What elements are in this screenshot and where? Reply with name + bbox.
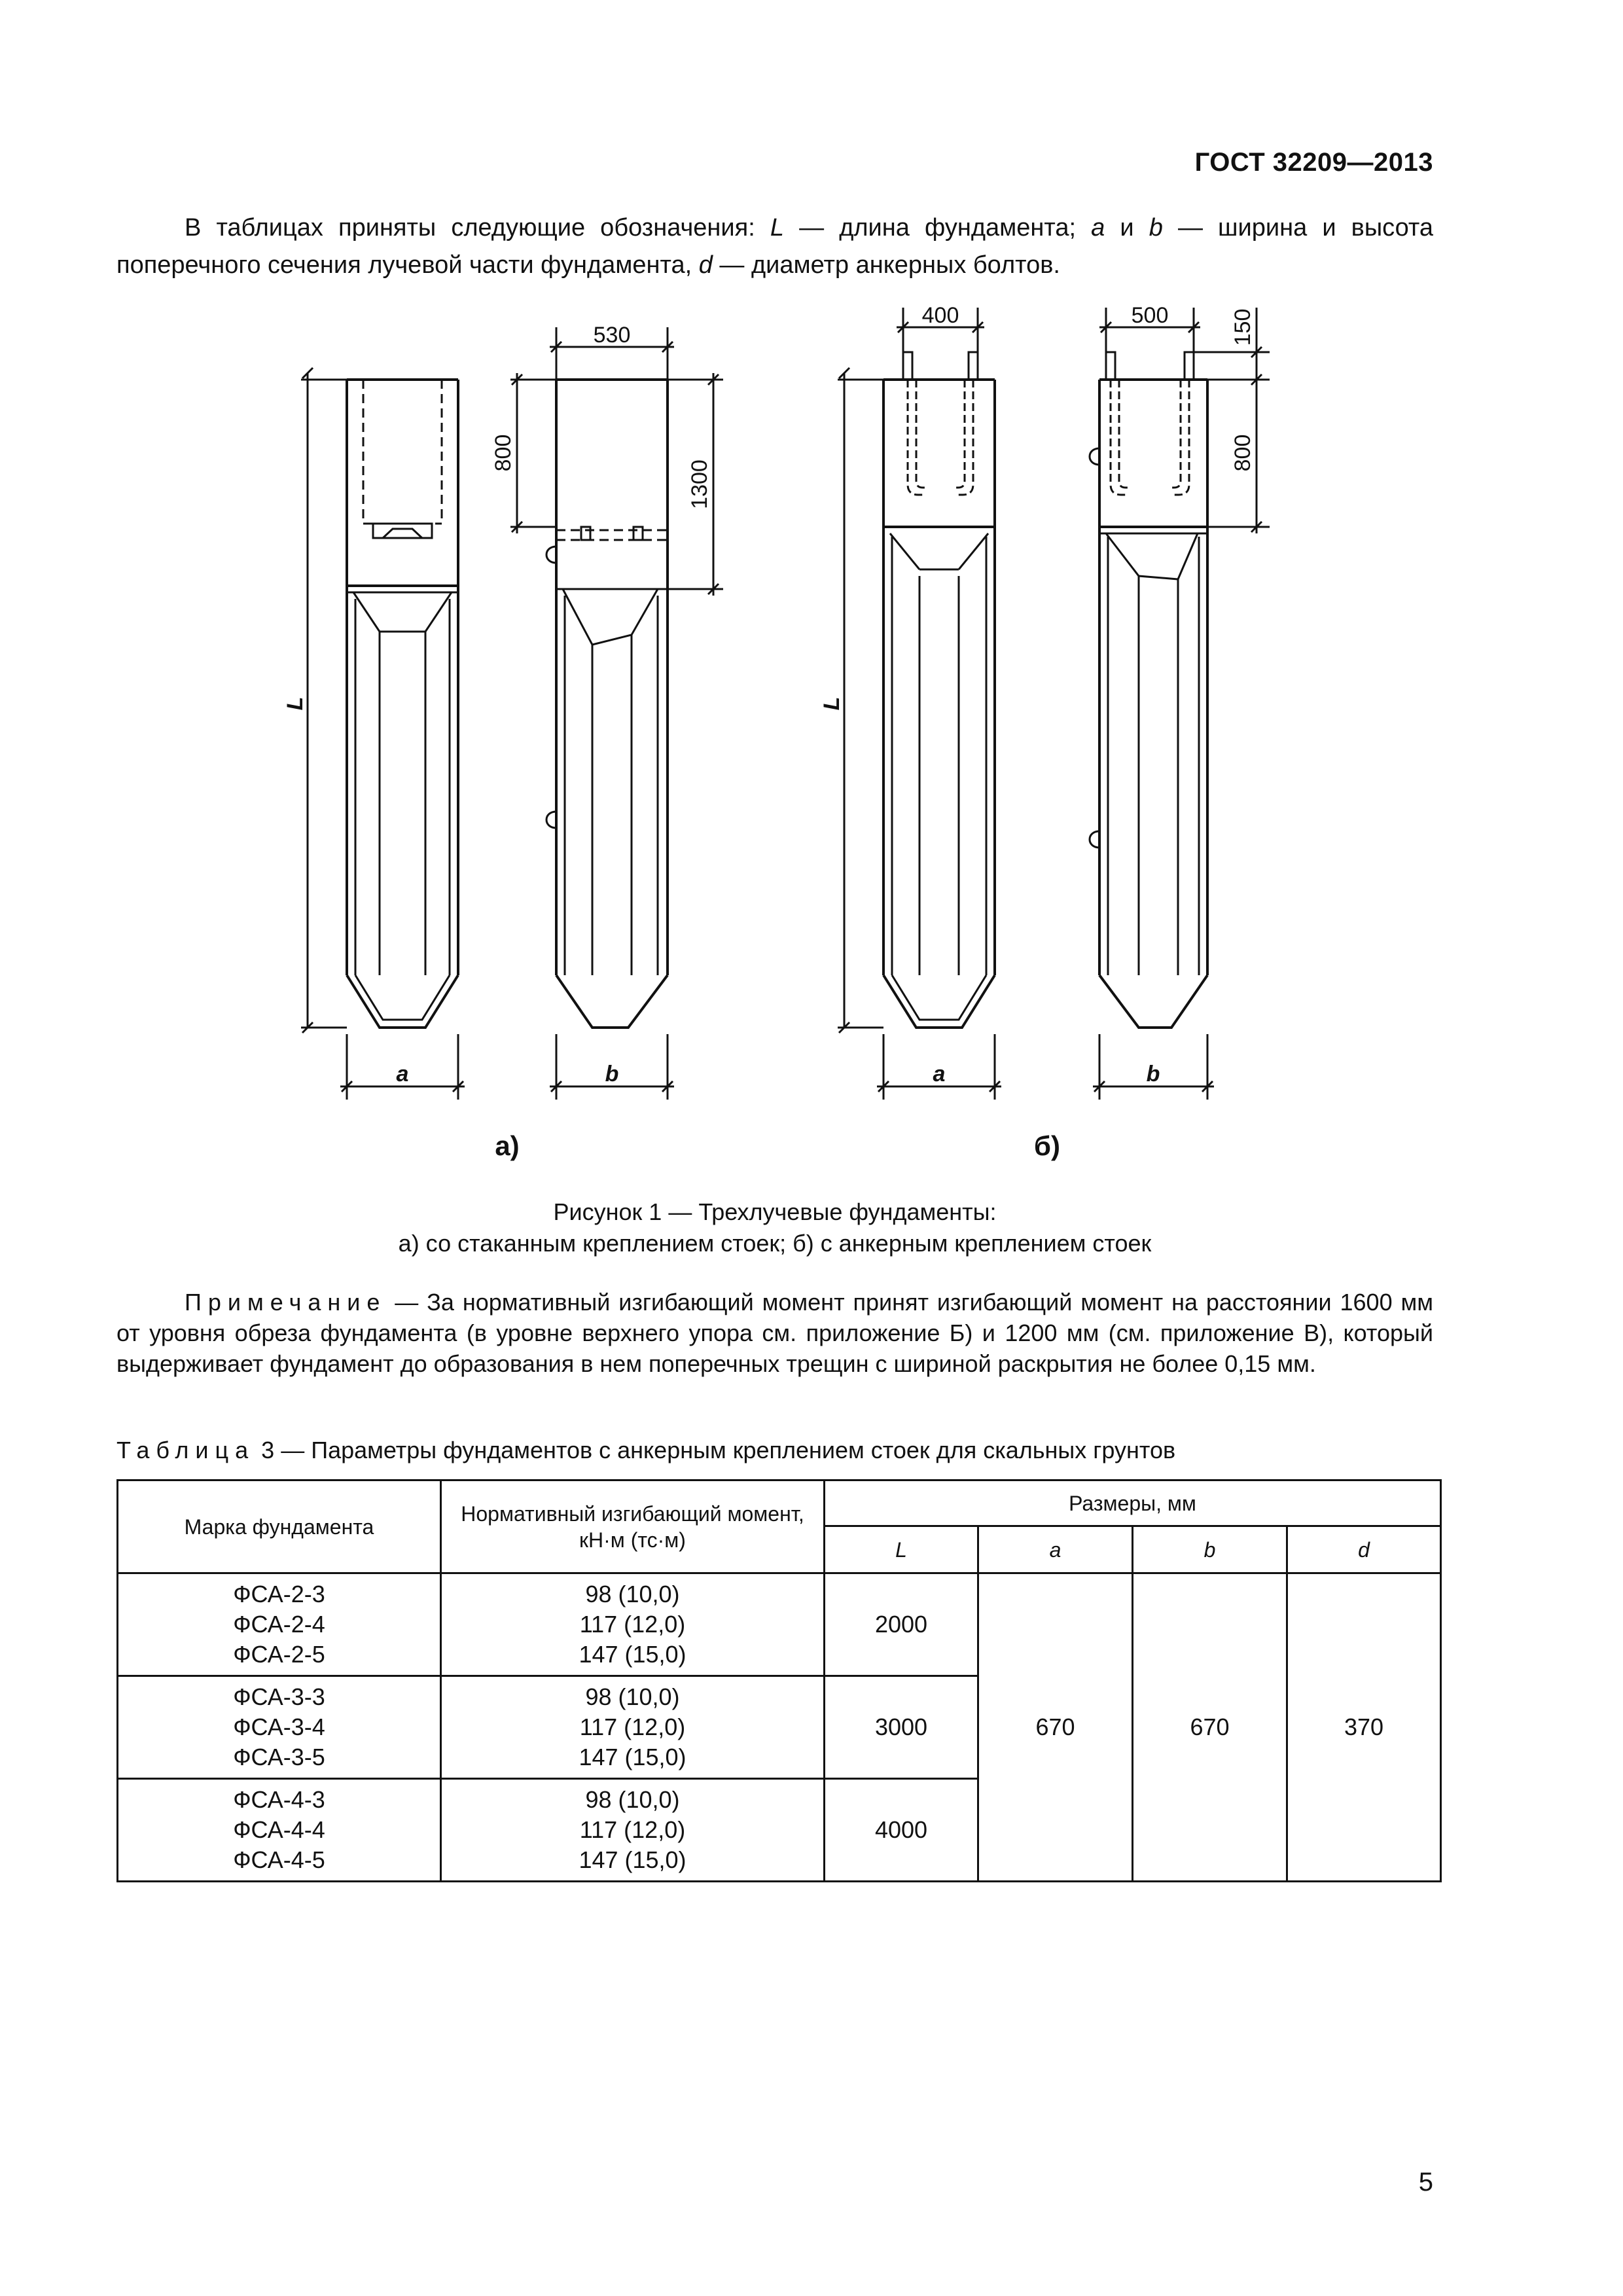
header-L: L [825, 1526, 978, 1573]
page-number: 5 [1418, 2168, 1433, 2197]
dim-a-left: a [396, 1062, 409, 1086]
dim-L-b: L [819, 696, 844, 711]
dim-800-b: 800 [1230, 434, 1255, 472]
drawing-b-side [1090, 308, 1270, 1100]
figure-label-b: б) [1034, 1130, 1060, 1161]
header-brand: Марка фундамента [118, 1480, 441, 1573]
moment-cell: 98 (10,0) 117 (12,0) 147 (15,0) [441, 1779, 825, 1882]
dim-b-left: b [605, 1062, 619, 1086]
L-cell: 3000 [825, 1676, 978, 1779]
brand-cell: ФСА-4-3 ФСА-4-4 ФСА-4-5 [118, 1779, 441, 1882]
dim-500: 500 [1131, 303, 1169, 328]
figure-caption [116, 1196, 1433, 1259]
moment-cell: 98 (10,0) 117 (12,0) 147 (15,0) [441, 1676, 825, 1779]
caption-line-1: Рисунок 1 — Трехлучевые фундаменты: [553, 1198, 997, 1225]
dim-800-a: 800 [491, 434, 516, 472]
dim-L-a: L [283, 696, 308, 711]
parameters-table [116, 1479, 1442, 1882]
drawing-a-side [510, 327, 723, 1100]
dim-400: 400 [921, 303, 959, 328]
dim-a-right: a [933, 1062, 946, 1086]
b-cell: 670 [1133, 1573, 1287, 1882]
moment-cell: 98 (10,0) 117 (12,0) 147 (15,0) [441, 1573, 825, 1676]
L-cell: 4000 [825, 1779, 978, 1882]
document-header: ГОСТ 32209—2013 [1194, 148, 1433, 177]
note-label: Примечание [185, 1289, 387, 1316]
L-cell: 2000 [825, 1573, 978, 1676]
drawing-b-front [838, 308, 1001, 1100]
dim-b-right: b [1146, 1062, 1160, 1086]
brand-cell: ФСА-2-3 ФСА-2-4 ФСА-2-5 [118, 1573, 441, 1676]
brand-cell: ФСА-3-3 ФСА-3-4 ФСА-3-5 [118, 1676, 441, 1779]
caption-line-2: а) со стаканным креплением стоек; б) с анкерным креплением стоек [398, 1230, 1152, 1257]
dim-530: 530 [593, 323, 631, 348]
figure-label-a: а) [495, 1130, 520, 1161]
header-a: a [978, 1526, 1133, 1573]
drawing-a-front [301, 368, 465, 1100]
header-sizes: Размеры, мм [825, 1480, 1441, 1526]
note-paragraph [116, 1287, 1433, 1379]
dim-1300: 1300 [687, 459, 712, 509]
intro-paragraph: В таблицах приняты следующие обозначения: L — длина фундамента; a и b — ширина и высота поперечного сечения лучевой части фундамента, d — диаметр анкерных болтов. [116, 214, 1433, 279]
table-row [118, 1573, 1441, 1676]
a-cell: 670 [978, 1573, 1133, 1882]
header-d: d [1287, 1526, 1441, 1573]
table-title: Таблица 3 — Параметры фундаментов с анкерным креплением стоек для скальных грунтов [116, 1437, 1176, 1463]
dim-150: 150 [1230, 308, 1255, 346]
note-text: — За нормативный изгибающий момент принят изгибающий момент на расстоянии 1600 мм от уровня обреза фундамента (в уровне верхнего упора см. приложение Б) и 1200 мм (см. приложение В), который выдерживает фундамент до образования в нем поперечных трещин с шириной раскрытия не более 0,15 мм. [116, 1289, 1433, 1377]
header-b: b [1133, 1526, 1287, 1573]
d-cell: 370 [1287, 1573, 1441, 1882]
header-moment: Нормативный изгибающий момент, кН·м (тс·м) [441, 1480, 825, 1573]
